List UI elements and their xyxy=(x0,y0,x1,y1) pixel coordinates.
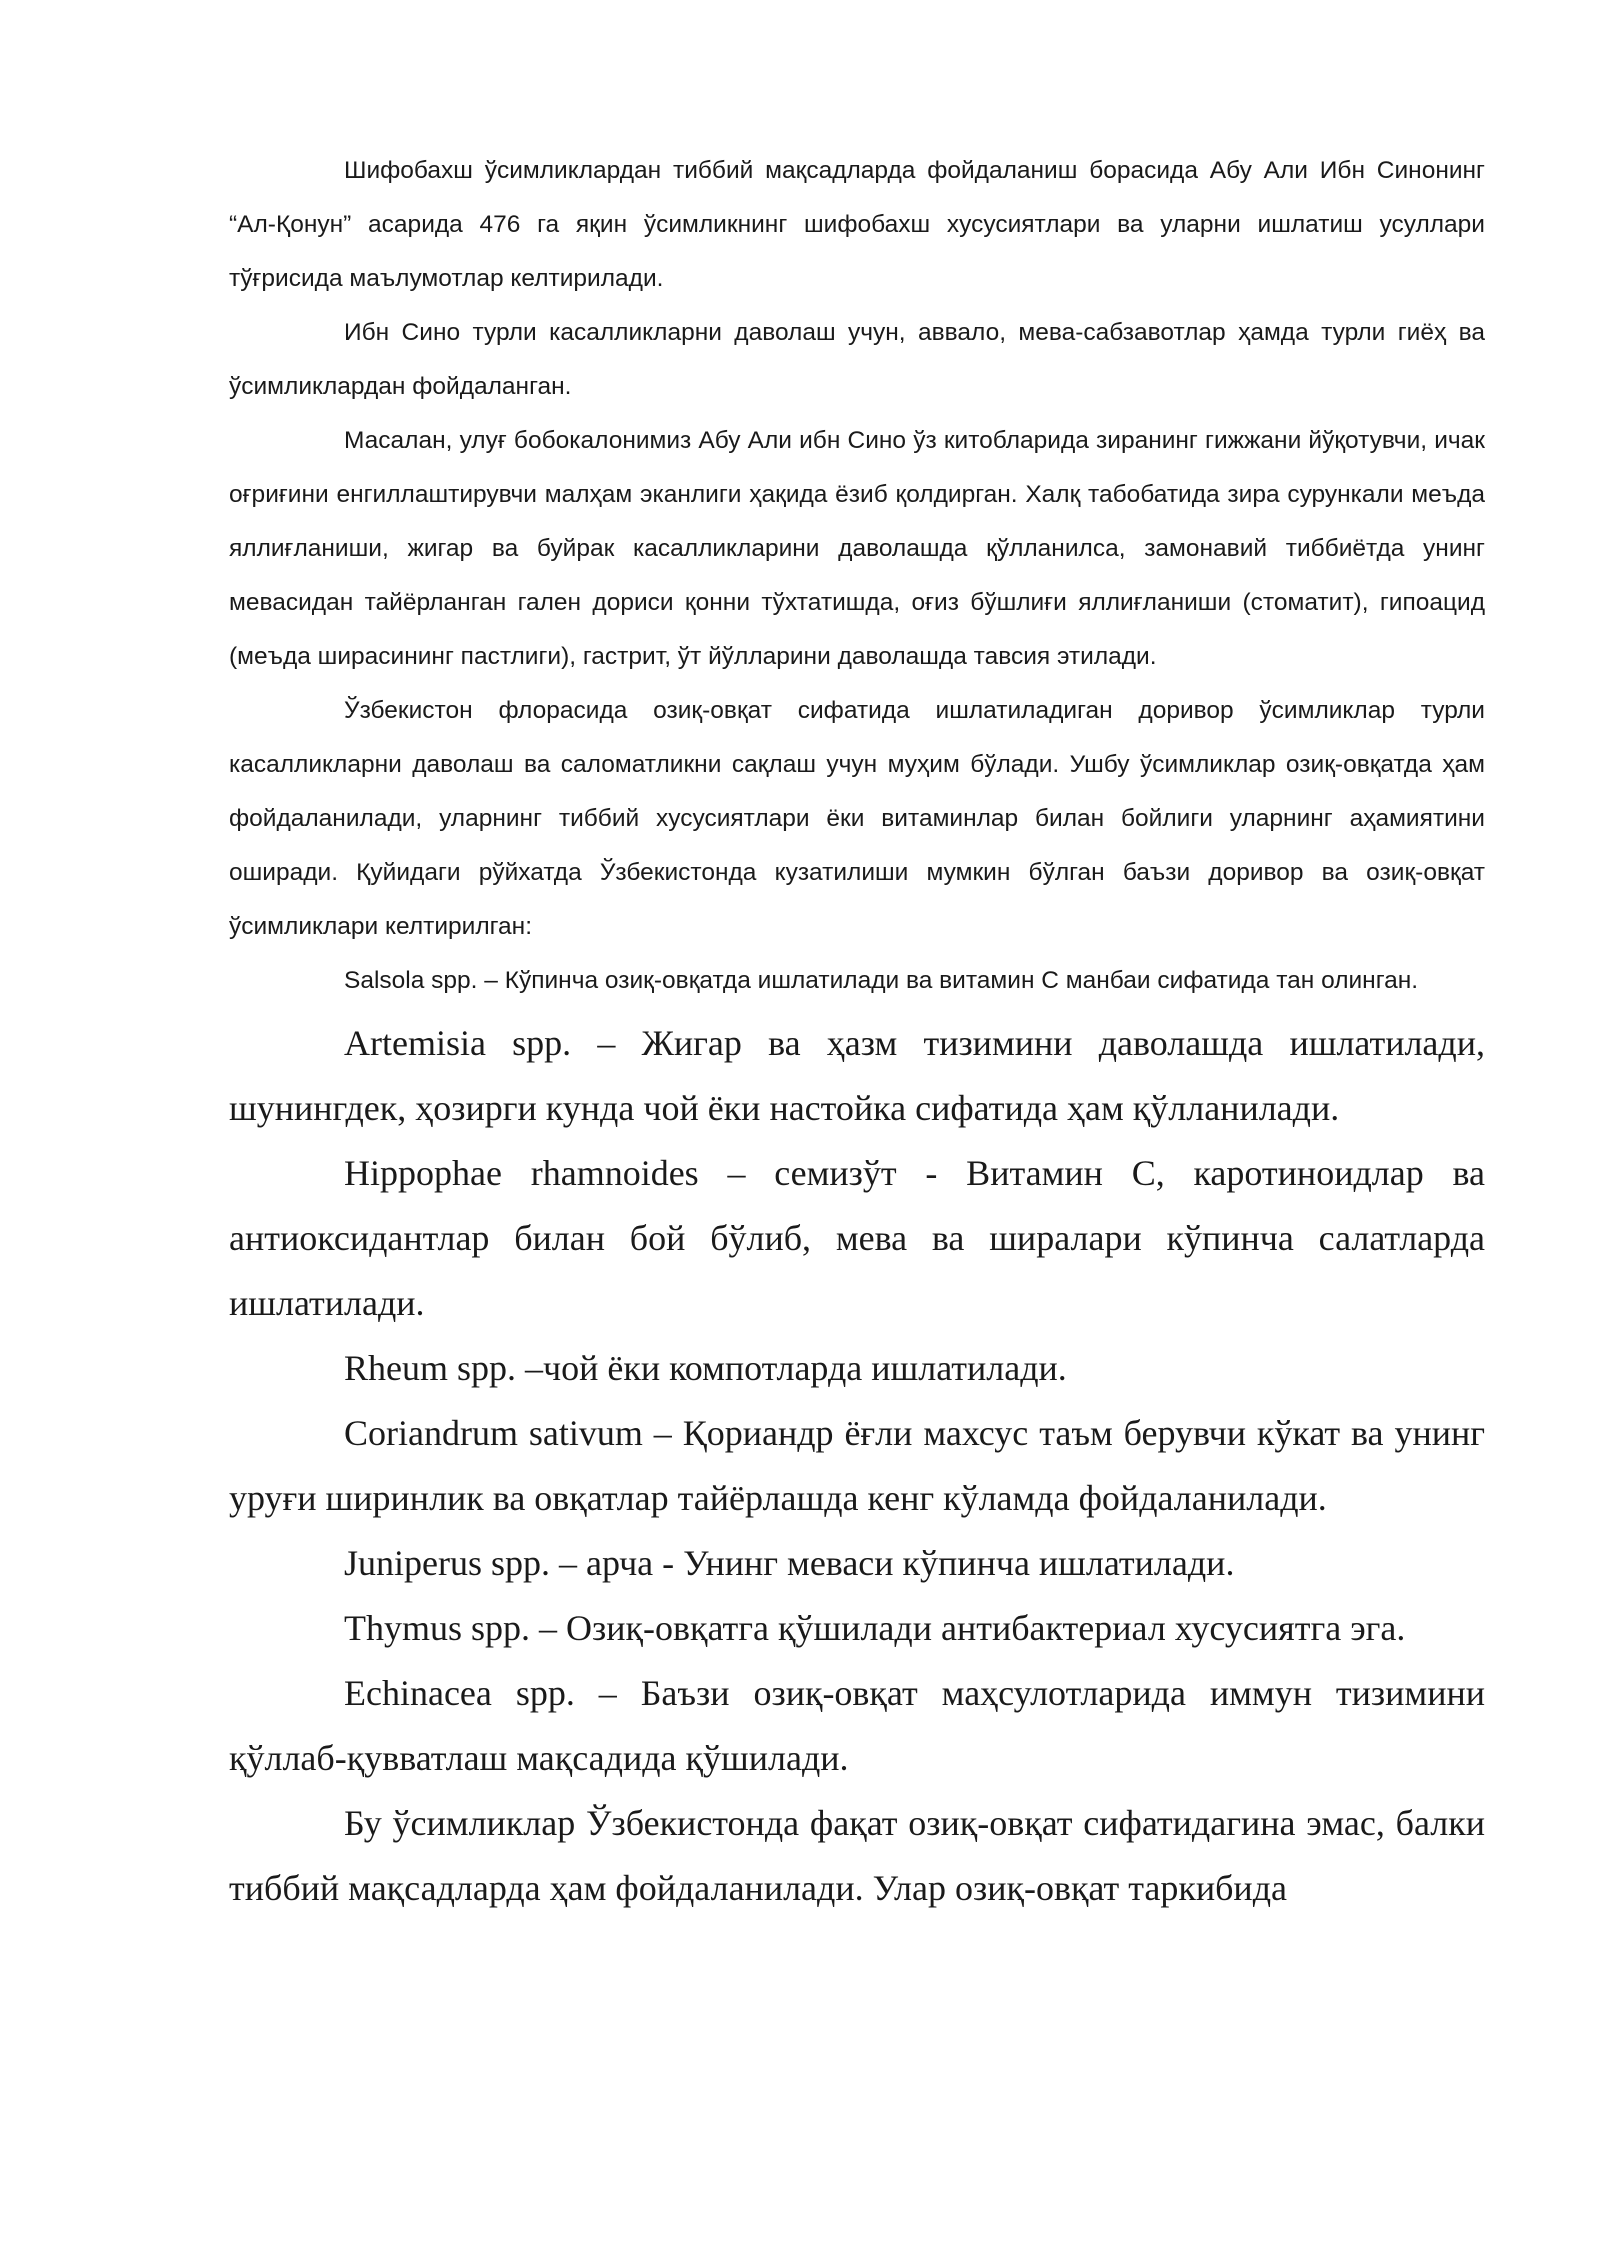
plant-item-artemisia: Artemisia spp. – Жигар ва ҳазм тизимини даволашда ишлатилади, шунингдек, ҳозирги кунда чой ёки настойка сифатида ҳам қўлланилади. xyxy=(229,1023,1485,1128)
paragraph-cumin: Масалан, улуғ бобокалонимиз Абу Али ибн Сино ўз китобларида зиранинг гижжани йўқотувчи, ичак оғриғини енгиллаштирувчи малҳам эканлиги ҳақида ёзиб қолдирган. Халқ табобатида зира сурункали меъда яллиғланиши, жигар ва буйрак касалликларини даволашда қўлланилса, замонавий тиббиётда унинг мевасидан тайёрланган гален дориси қонни тўхтатишда, оғиз бўшлиғи яллиғланиши (стоматит), гипоацид (меъда ширасининг пастлиги), гастрит, ўт йўлларини даволашда тавсия этилади. xyxy=(229,427,1485,670)
plant-item-juniperus: Juniperus spp. – арча - Унинг меваси кўпинча ишлатилади. xyxy=(344,1543,1235,1583)
plant-item-thymus: Thymus spp. – Озиқ-овқатга қўшилади антибактериал хусусиятга эга. xyxy=(344,1608,1406,1648)
paragraph-uzbekistan-flora: Ўзбекистон флорасида озиқ-овқат сифатида ишлатиладиган доривор ўсимликлар турли касалликларни даволаш ва саломатликни сақлаш учун муҳим бўлади. Ушбу ўсимликлар озиқ-овқатда ҳам фойдаланилади, уларнинг тиббий хусусиятлари ёки витаминлар билан бойлиги уларнинг аҳамиятини оширади. Қуйидаги рўйхатда Ўзбекистонда кузатилиши мумкин бўлган баъзи доривор ва озиқ-овқат ўсимликлари келтирилган: xyxy=(229,697,1485,940)
plant-item-coriandrum: Coriandrum sativum – Қориандр ёғли махсус таъм берувчи кўкат ва унинг уруғи ширинлик ва овқатлар тайёрлашда кенг кўламда фойдаланилади. xyxy=(229,1413,1485,1518)
paragraph-conclusion: Бу ўсимликлар Ўзбекистонда фақат озиқ-овқат сифатидагина эмас, балки тиббий мақсадларда ҳам фойдаланилади. Улар озиқ-овқат таркибида xyxy=(229,1803,1485,1908)
plant-item-hippophae: Hippophae rhamnoides – семизўт - Витамин С, каротиноидлар ва антиоксидантлар билан бой бўлиб, мева ва ширалари кўпинча салатларда ишлатилади. xyxy=(229,1153,1485,1323)
paragraph-ibn-sino-treatment: Ибн Сино турли касалликларни даволаш учун, аввало, мева-сабзавотлар ҳамда турли гиёҳ ва ўсимликлардан фойдаланган. xyxy=(229,319,1485,400)
plant-item-echinacea: Echinacea spp. – Баъзи озиқ-овқат маҳсулотларида иммун тизимини қўллаб-қувватлаш мақсадида қўшилади. xyxy=(229,1673,1485,1778)
plant-item-rheum: Rheum spp. –чой ёки компотларда ишлатилади. xyxy=(344,1348,1067,1388)
plant-item-salsola: Salsola spp. – Кўпинча озиқ-овқатда ишлатилади ва витамин С манбаи сифатида тан олинган. xyxy=(344,967,1419,994)
paragraph-avicenna-canon: Шифобахш ўсимликлардан тиббий мақсадларда фойдаланиш борасида Абу Али Ибн Синонинг “Ал-Қонун” асарида 476 га яқин ўсимликнинг шифобахш хусусиятлари ва уларни ишлатиш усуллари тўғрисида маълумотлар келтирилади. xyxy=(229,157,1485,292)
document-body xyxy=(229,144,1485,1921)
